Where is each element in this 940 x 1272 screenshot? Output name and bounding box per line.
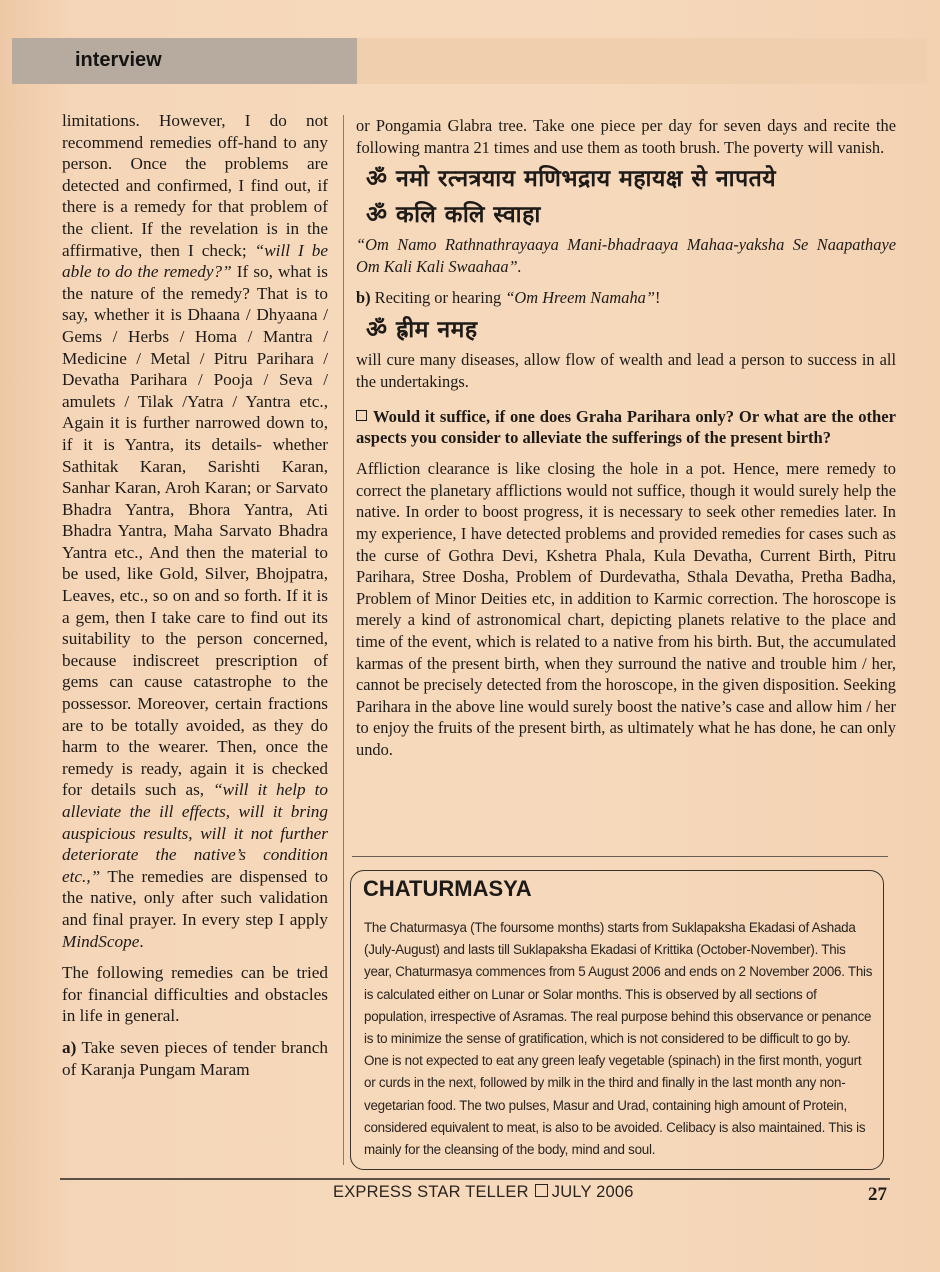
left-paragraph-3	[62, 1037, 328, 1080]
quote-run: “Om Hreem Namaha”	[505, 288, 655, 308]
text-run: .	[139, 931, 144, 951]
column-divider	[343, 115, 344, 1165]
mantra-transliteration: “Om Namo Rathnathrayaaya Mani-bhadraaya Mahaa-yaksha Se Naapathaye Om Kali Kali Swaahaa”.	[356, 235, 896, 276]
mindscope-term: MindScope	[62, 931, 140, 951]
publication-name: EXPRESS STAR TELLER	[333, 1183, 529, 1201]
interview-question	[356, 406, 896, 448]
text-run: !	[654, 288, 661, 308]
text-run: If so, what is the nature of the remedy? That is to say, whether it is Dhaana / Dhyaana / Gems / Herbs / Homa / Mantra / Medicine / Metal / Pitru Parihara / Devatha Parihara / Pooja / Seva / amulets / Tilak /Yatra / Yantra etc., Again it is further narrowed down to, if it is Yantra, its details- whether Sathitak Karan, Sarishti Karan, Sanhar Karan, Aroh Karan; or Sarvato Bhadra Yantra, Bhora Yantra, Ati Bhadra Yantra, Maha Sarvato Bhadra Yantra etc., And then the material to be used, like Gold, Silver, Bhojpatra, Leaves, etc., so on and so forth. If it is a gem, then I take care to find out its suitability to the person concerned, because indiscreet prescription of gems can cause catastrophe to the possessor. Moreover, certain fractions are to be totally avoided, as they do harm to the wearer. Then, once the remedy is ready, again it is checked for details such as,	[62, 262, 328, 800]
chaturmasya-text: The Chaturmasya (The foursome months) starts from Suklapaksha Ekadasi of Ashada (July-August) and lasts till Suklapaksha Ekadasi of Krittika (October-November). This year, Chaturmasya commences from 5 August 2006 and ends on 2 November 2006. This is calculated either on Lunar or Solar months. This is observed by all sections of population, irrespective of Asramas. The real purpose behind this observance or penance is to minimize the sense of gratification, which is not considered to be difficult to go by. One is not expected to eat any green leafy vegetable (spinach) in the first month, yogurt or curds in the next, followed by milk in the third and finally in the last month any non-vegetarian food. The two pulses, Masur and Urad, containing high amount of Protein, considered equivalent to meat, is also to be avoided. Celibacy is also maintained. This is mainly for the cleansing of the body, mind and soul.	[364, 920, 873, 1158]
left-column	[62, 110, 328, 1080]
footer-rule	[60, 1178, 890, 1180]
right-paragraph-after-mantra: will cure many diseases, allow flow of wealth and lead a person to success in all the undertakings.	[356, 349, 896, 391]
question-text: Would it suffice, if one does Graha Parihara only? Or what are the other aspects you consider to alleviate the sufferings of the present birth?	[356, 407, 896, 448]
remedy-b	[356, 287, 896, 309]
mantra-line-2: ॐ कलि कलि स्वाहा	[366, 202, 541, 229]
mantra-2: ॐ ह्रीम नमह	[366, 316, 478, 343]
header-background-strip	[357, 38, 927, 84]
question-box-icon	[356, 410, 367, 421]
right-paragraph-1: or Pongamia Glabra tree. Take one piece per day for seven days and recite the following mantra 21 times and use them as tooth brush. The poverty will vanish.	[356, 116, 896, 157]
list-marker: b)	[356, 288, 371, 308]
interview-answer: Affliction clearance is like closing the hole in a pot. Hence, mere remedy to correct the planetary afflictions would not suffice, though it would surely help the native. In order to boost progress, it is necessary to seek other remedies later. In my experience, I have detected problems and provided remedies for cases such as the curse of Gothra Devi, Kshetra Phala, Kula Devatha, Current Birth, Pitru Parihara, Stree Dosha, Problem of Durdevatha, Sthala Devatha, Pretha Badha, Problem of Minor Deities etc, in addition to Karmic correction. The horoscope is merely a kind of astronomical chart, depicting planets relative to the place and time of the event, which is related to a native from his birth. But, the accumulated karmas of the present birth, when they surround the native and trouble him / her, cannot be precisely detected from the horoscope, in the given disposition. Seeking Parihara in the above line would surely boost the native’s case and allow him / her to enjoy the fruits of the present birth, as ultimately what he has done, he can only undo.	[356, 459, 896, 759]
mantra-line-1: ॐ नमो रत्नत्रयाय मणिभद्राय महायक्ष से नापतये	[366, 166, 777, 193]
text-run: Reciting or hearing	[370, 288, 506, 308]
left-paragraph-2: The following remedies can be tried for financial difficulties and obstacles in life in general.	[62, 963, 328, 1026]
quote-run: “will I be able to do the remedy?”	[62, 240, 329, 282]
section-header-bar	[12, 38, 357, 84]
section-label: interview	[75, 49, 162, 71]
issue-date: JULY 2006	[551, 1183, 634, 1201]
list-marker: a)	[62, 1037, 77, 1057]
text-run: The remedies are dispensed to the native, only after such validation and final prayer. In every step I apply	[62, 866, 328, 929]
right-column	[356, 115, 896, 760]
text-run: Take seven pieces of tender branch of Karanja Pungam Maram	[62, 1037, 328, 1079]
chaturmasya-title: CHATURMASYA	[363, 876, 532, 901]
footer-publication	[333, 1183, 634, 1202]
text-run: limitations. However, I do not recommend remedies off-hand to any person. Once the problems are detected and confirmed, I find out, if there is a remedy for that problem of the client. If the revelation is in the affirmative, then I check;	[62, 111, 328, 260]
separator-square-icon	[535, 1184, 548, 1197]
quote-run: “will it help to alleviate the ill effects, will it bring auspicious results, will it not further deteriorate the native’s condition etc.,”	[62, 780, 328, 886]
section-separator	[352, 856, 888, 857]
left-paragraph-1	[62, 110, 328, 952]
page-number: 27	[868, 1184, 887, 1205]
